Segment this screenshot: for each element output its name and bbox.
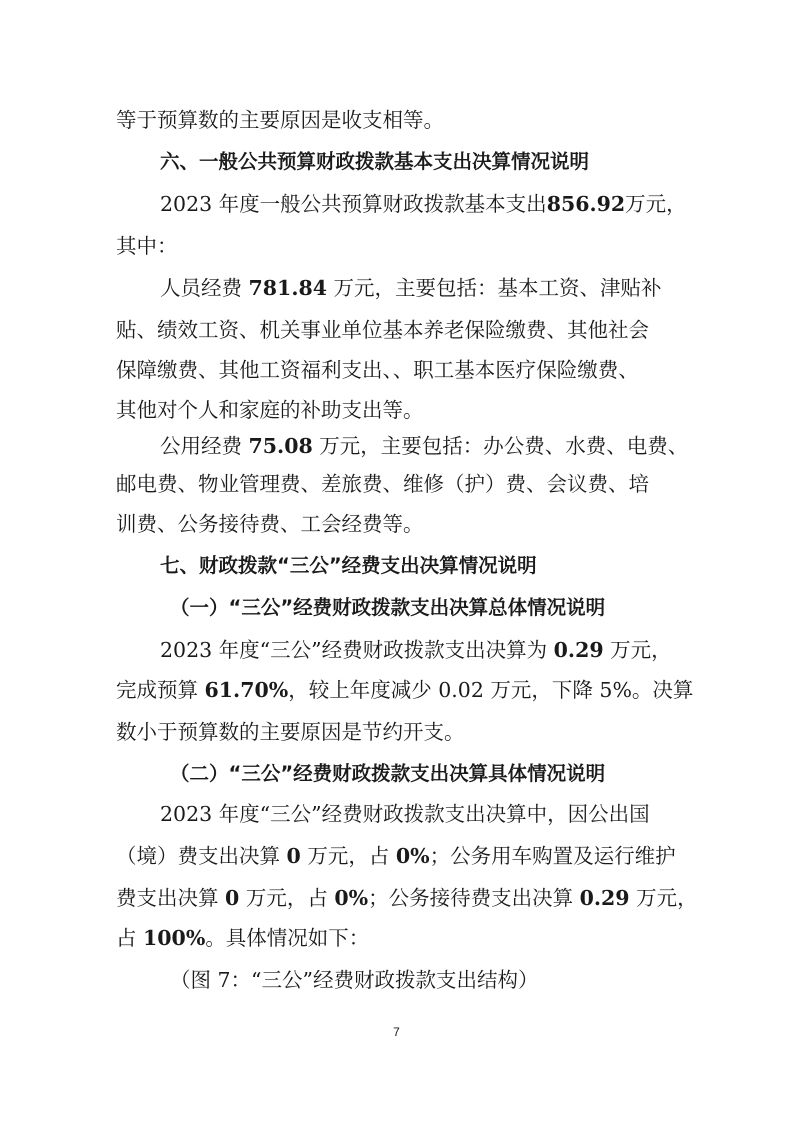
paragraph-line: 费支出决算 0 万元，占 0%；公务接待费支出决算 0.29 万元， <box>116 886 698 910</box>
paragraph-line: 占 100%。具体情况如下： <box>116 926 370 950</box>
figure-caption: （图 7：“三公”经费财政拨款支出结构） <box>170 968 539 992</box>
section-heading-6: 六、一般公共预算财政拨款基本支出决算情况说明 <box>160 150 590 173</box>
page-number: 7 <box>393 1025 400 1039</box>
paragraph-line: 数小于预算数的主要原因是节约开支。 <box>116 720 465 744</box>
paragraph-line: 2023 年度“三公”经费财政拨款支出决算中，因公出国 <box>160 802 650 826</box>
paragraph-line: 贴、绩效工资、机关事业单位基本养老保险缴费、其他社会 <box>116 318 649 342</box>
paragraph-line: 其他对个人和家庭的补助支出等。 <box>116 398 424 422</box>
paragraph-line: 人员经费 781.84 万元，主要包括：基本工资、津贴补 <box>160 276 662 300</box>
text-line: 等于预算数的主要原因是收支相等。 <box>116 108 444 132</box>
section-heading-7: 七、财政拨款“三公”经费支出决算情况说明 <box>160 554 537 577</box>
paragraph-line: 2023 年度一般公共预算财政拨款基本支出856.92万元， <box>160 192 687 216</box>
paragraph-line: 完成预算 61.70%，较上年度减少 0.02 万元，下降 5%。决算 <box>116 678 694 702</box>
paragraph-line: 训费、公务接待费、工会经费等。 <box>116 512 424 536</box>
paragraph-line: （境）费支出决算 0 万元，占 0%；公务用车购置及运行维护 <box>116 844 676 868</box>
subsection-heading-2: （二）“三公”经费财政拨款支出决算具体情况说明 <box>170 762 606 785</box>
paragraph-line: 其中： <box>116 234 178 258</box>
subsection-heading-1: （一）“三公”经费财政拨款支出决算总体情况说明 <box>170 596 606 619</box>
paragraph-line: 邮电费、物业管理费、差旅费、维修（护）费、会议费、培 <box>116 472 649 496</box>
paragraph-line: 2023 年度“三公”经费财政拨款支出决算为 0.29 万元， <box>160 638 672 662</box>
paragraph-line: 公用经费 75.08 万元，主要包括：办公费、水费、电费、 <box>160 434 689 458</box>
paragraph-line: 保障缴费、其他工资福利支出、、职工基本医疗保险缴费、 <box>116 358 639 382</box>
